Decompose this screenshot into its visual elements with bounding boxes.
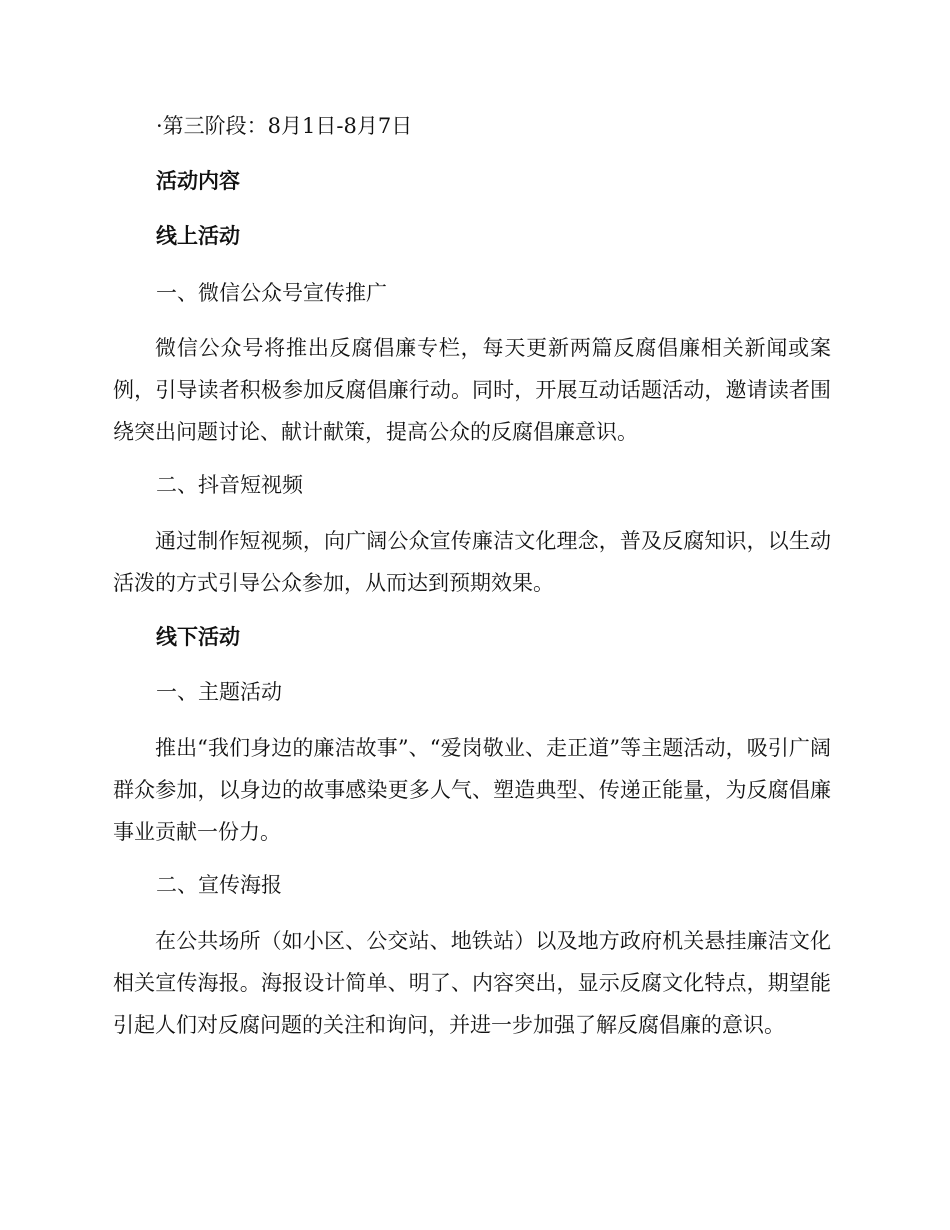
offline-item1-paragraph: 推出“我们身边的廉洁故事”、“爱岗敬业、走正道”等主题活动，吸引广阔群众参加，以身边的故事感染更多人气、塑造典型、传递正能量，为反腐倡廉事业贡献一份力。 — [113, 736, 831, 844]
offline-item1-title: 一、主题活动 — [156, 680, 282, 704]
offline-activities-heading: 线下活动 — [156, 625, 240, 649]
online-activities-heading: 线上活动 — [156, 224, 240, 248]
stage-three-line: ·第三阶段：8月1日-8月7日 — [156, 114, 413, 138]
online-item2-paragraph: 通过制作短视频，向广阔公众宣传廉洁文化理念，普及反腐知识，以生动活泼的方式引导公众参加，从而达到预期效果。 — [113, 529, 831, 595]
activity-content-heading: 活动内容 — [156, 169, 240, 193]
offline-item2-title: 二、宣传海报 — [156, 873, 282, 897]
online-item1-paragraph: 微信公众号将推出反腐倡廉专栏，每天更新两篇反腐倡廉相关新闻或案例，引导读者积极参加反腐倡廉行动。同时，开展互动话题活动，邀请读者围绕突出问题讨论、献计献策，提高公众的反腐倡廉意识。 — [113, 336, 831, 444]
online-item1-title: 一、微信公众号宣传推广 — [156, 281, 387, 305]
offline-item2-paragraph: 在公共场所（如小区、公交站、地铁站）以及地方政府机关悬挂廉洁文化相关宣传海报。海报设计简单、明了、内容突出，显示反腐文化特点，期望能引起人们对反腐问题的关注和询问，并进一步加强了解反腐倡廉的意识。 — [113, 929, 831, 1037]
online-item2-title: 二、抖音短视频 — [156, 473, 303, 497]
